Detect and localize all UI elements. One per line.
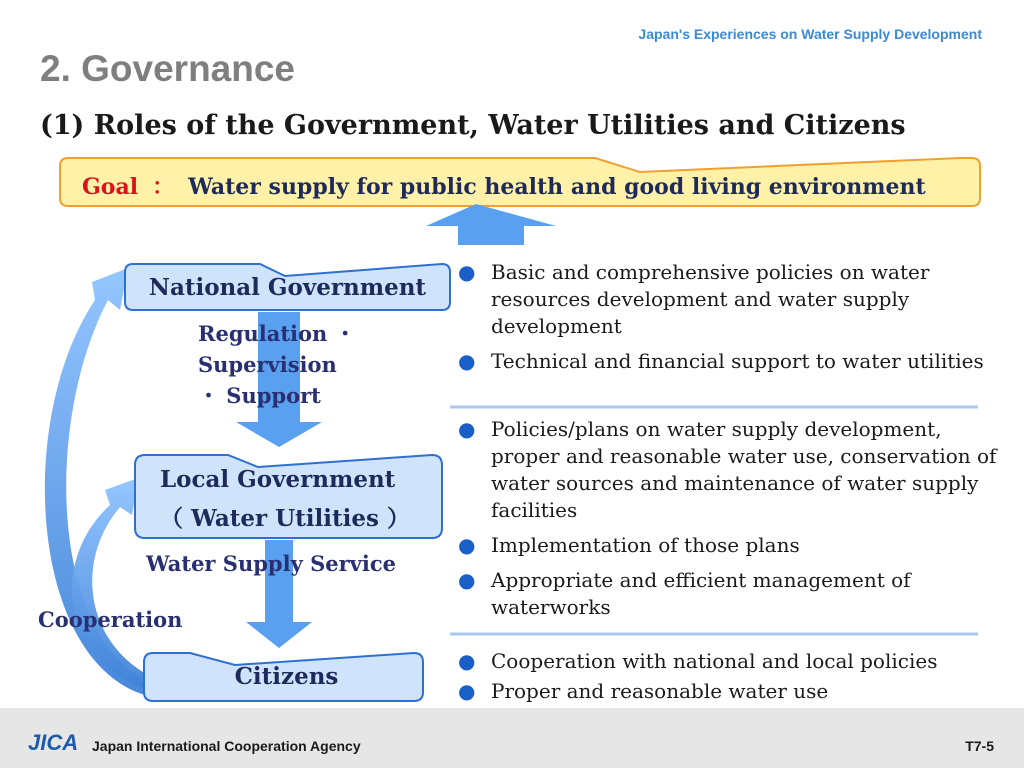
list-item: ● Proper and reasonable water use xyxy=(458,679,829,703)
national-roles-list xyxy=(458,259,1003,383)
bullet-icon: ● xyxy=(458,649,476,673)
water-utilities-label: （ Water Utilities ） xyxy=(160,505,410,532)
list-item: ● Policies/plans on water supply development, proper and reasonable water use, conservation of water sources and maintenance of water supply facilities xyxy=(458,417,997,522)
page-number: T7-5 xyxy=(965,738,994,754)
cooperation-label: Cooperation xyxy=(38,607,183,632)
section-title: 2. Governance xyxy=(40,48,296,89)
citizens-label: Citizens xyxy=(234,663,339,690)
national-government-label: National Government xyxy=(148,274,427,301)
jica-logo: JICA xyxy=(28,730,79,755)
list-item: ● Basic and comprehensive policies on water resources development and water supply development xyxy=(458,260,930,338)
goal-statement xyxy=(82,170,926,201)
local-roles-list xyxy=(458,416,1008,629)
regulation-line-3: ・ Support xyxy=(198,383,321,408)
slide-subtitle: (1) Roles of the Government, Water Utilities and Citizens xyxy=(40,110,906,141)
citizens-roles-list xyxy=(458,648,998,705)
goal-text: Water supply for public health and good living environment xyxy=(188,174,926,200)
regulation-label xyxy=(198,318,356,411)
water-supply-service-label: Water Supply Service xyxy=(146,551,397,576)
local-government-label: Local Government xyxy=(160,466,396,493)
bullet-icon: ● xyxy=(458,533,476,557)
up-arrow xyxy=(426,204,556,245)
bullet-icon: ● xyxy=(458,568,476,592)
list-item: ● Technical and financial support to water utilities xyxy=(458,349,984,373)
agency-name: Japan International Cooperation Agency xyxy=(92,738,361,754)
regulation-line-2: Supervision xyxy=(198,352,337,377)
goal-colon: ： xyxy=(152,174,175,200)
header-tagline: Japan's Experiences on Water Supply Development xyxy=(638,26,982,42)
bullet-icon: ● xyxy=(458,679,476,703)
list-item: ● Implementation of those plans xyxy=(458,533,800,557)
bullet-icon: ● xyxy=(458,349,476,373)
bullet-icon: ● xyxy=(458,260,476,284)
list-item: ● Appropriate and efficient management of waterworks xyxy=(458,568,911,619)
goal-label: Goal xyxy=(82,174,139,200)
regulation-line-1: Regulation ・ xyxy=(198,321,356,346)
list-item: ● Cooperation with national and local policies xyxy=(458,649,938,673)
bullet-icon: ● xyxy=(458,417,476,441)
